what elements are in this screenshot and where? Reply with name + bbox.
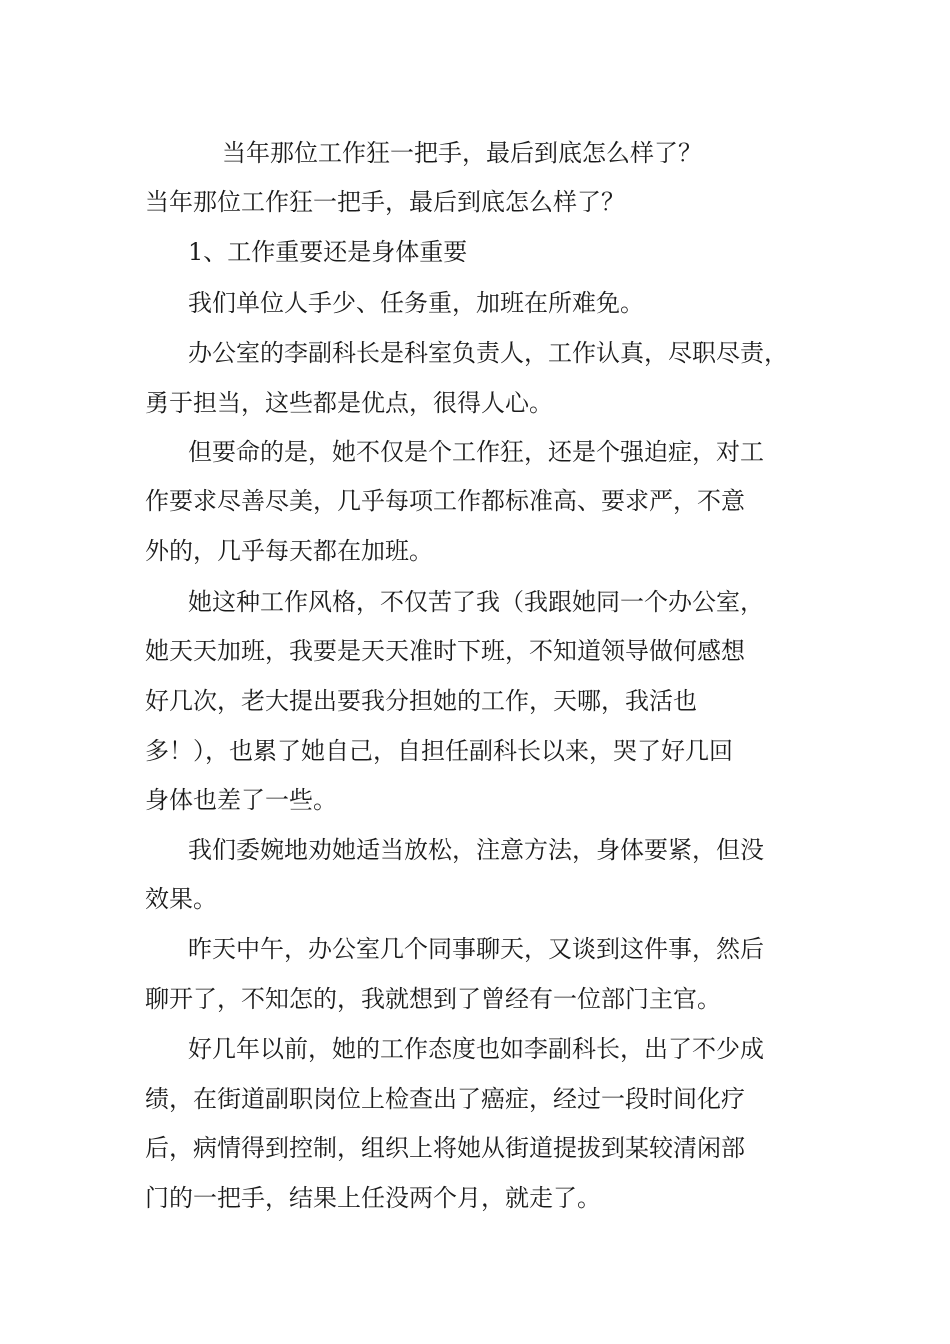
text-line: 好几次，老大提出要我分担她的工作，天哪，我活也 xyxy=(145,687,697,715)
text-line: 多！），也累了她自己，自担任副科长以来，哭了好几回 xyxy=(145,737,733,765)
text-line: 作要求尽善尽美，几乎每项工作都标准高、要求严，不意 xyxy=(145,487,745,515)
text-line: 好几年以前，她的工作态度也如李副科长，出了不少成 xyxy=(188,1035,764,1063)
text-line: 效果。 xyxy=(145,885,217,913)
text-line: 勇于担当，这些都是优点，很得人心。 xyxy=(145,389,553,417)
text-line: 她天天加班，我要是天天准时下班，不知道领导做何感想 xyxy=(145,637,745,665)
document-title: 当年那位工作狂一把手，最后到底怎么样了？ xyxy=(222,139,702,167)
text-line: 身体也差了一些。 xyxy=(145,786,337,814)
text-line: 昨天中午，办公室几个同事聊天，又谈到这件事，然后 xyxy=(188,935,764,963)
text-line: 我们委婉地劝她适当放松，注意方法，身体要紧，但没 xyxy=(188,836,764,864)
text-line: 她这种工作风格，不仅苦了我（我跟她同一个办公室， xyxy=(188,588,764,616)
text-line: 门的一把手，结果上任没两个月，就走了。 xyxy=(145,1184,601,1212)
text-line: 当年那位工作狂一把手，最后到底怎么样了？ xyxy=(145,188,625,216)
text-line: 绩，在街道副职岗位上检查出了癌症，经过一段时间化疗 xyxy=(145,1085,745,1113)
text-line: 我们单位人手少、任务重，加班在所难免。 xyxy=(188,289,644,317)
text-line: 外的，几乎每天都在加班。 xyxy=(145,537,433,565)
text-line: 聊开了，不知怎的，我就想到了曾经有一位部门主官。 xyxy=(145,985,721,1013)
text-line: 但要命的是，她不仅是个工作狂，还是个强迫症，对工 xyxy=(188,438,764,466)
section-heading: 1、工作重要还是身体重要 xyxy=(188,238,468,266)
text-line: 后，病情得到控制，组织上将她从街道提拔到某较清闲部 xyxy=(145,1134,745,1162)
text-line: 办公室的李副科长是科室负责人，工作认真，尽职尽责， xyxy=(188,339,788,367)
